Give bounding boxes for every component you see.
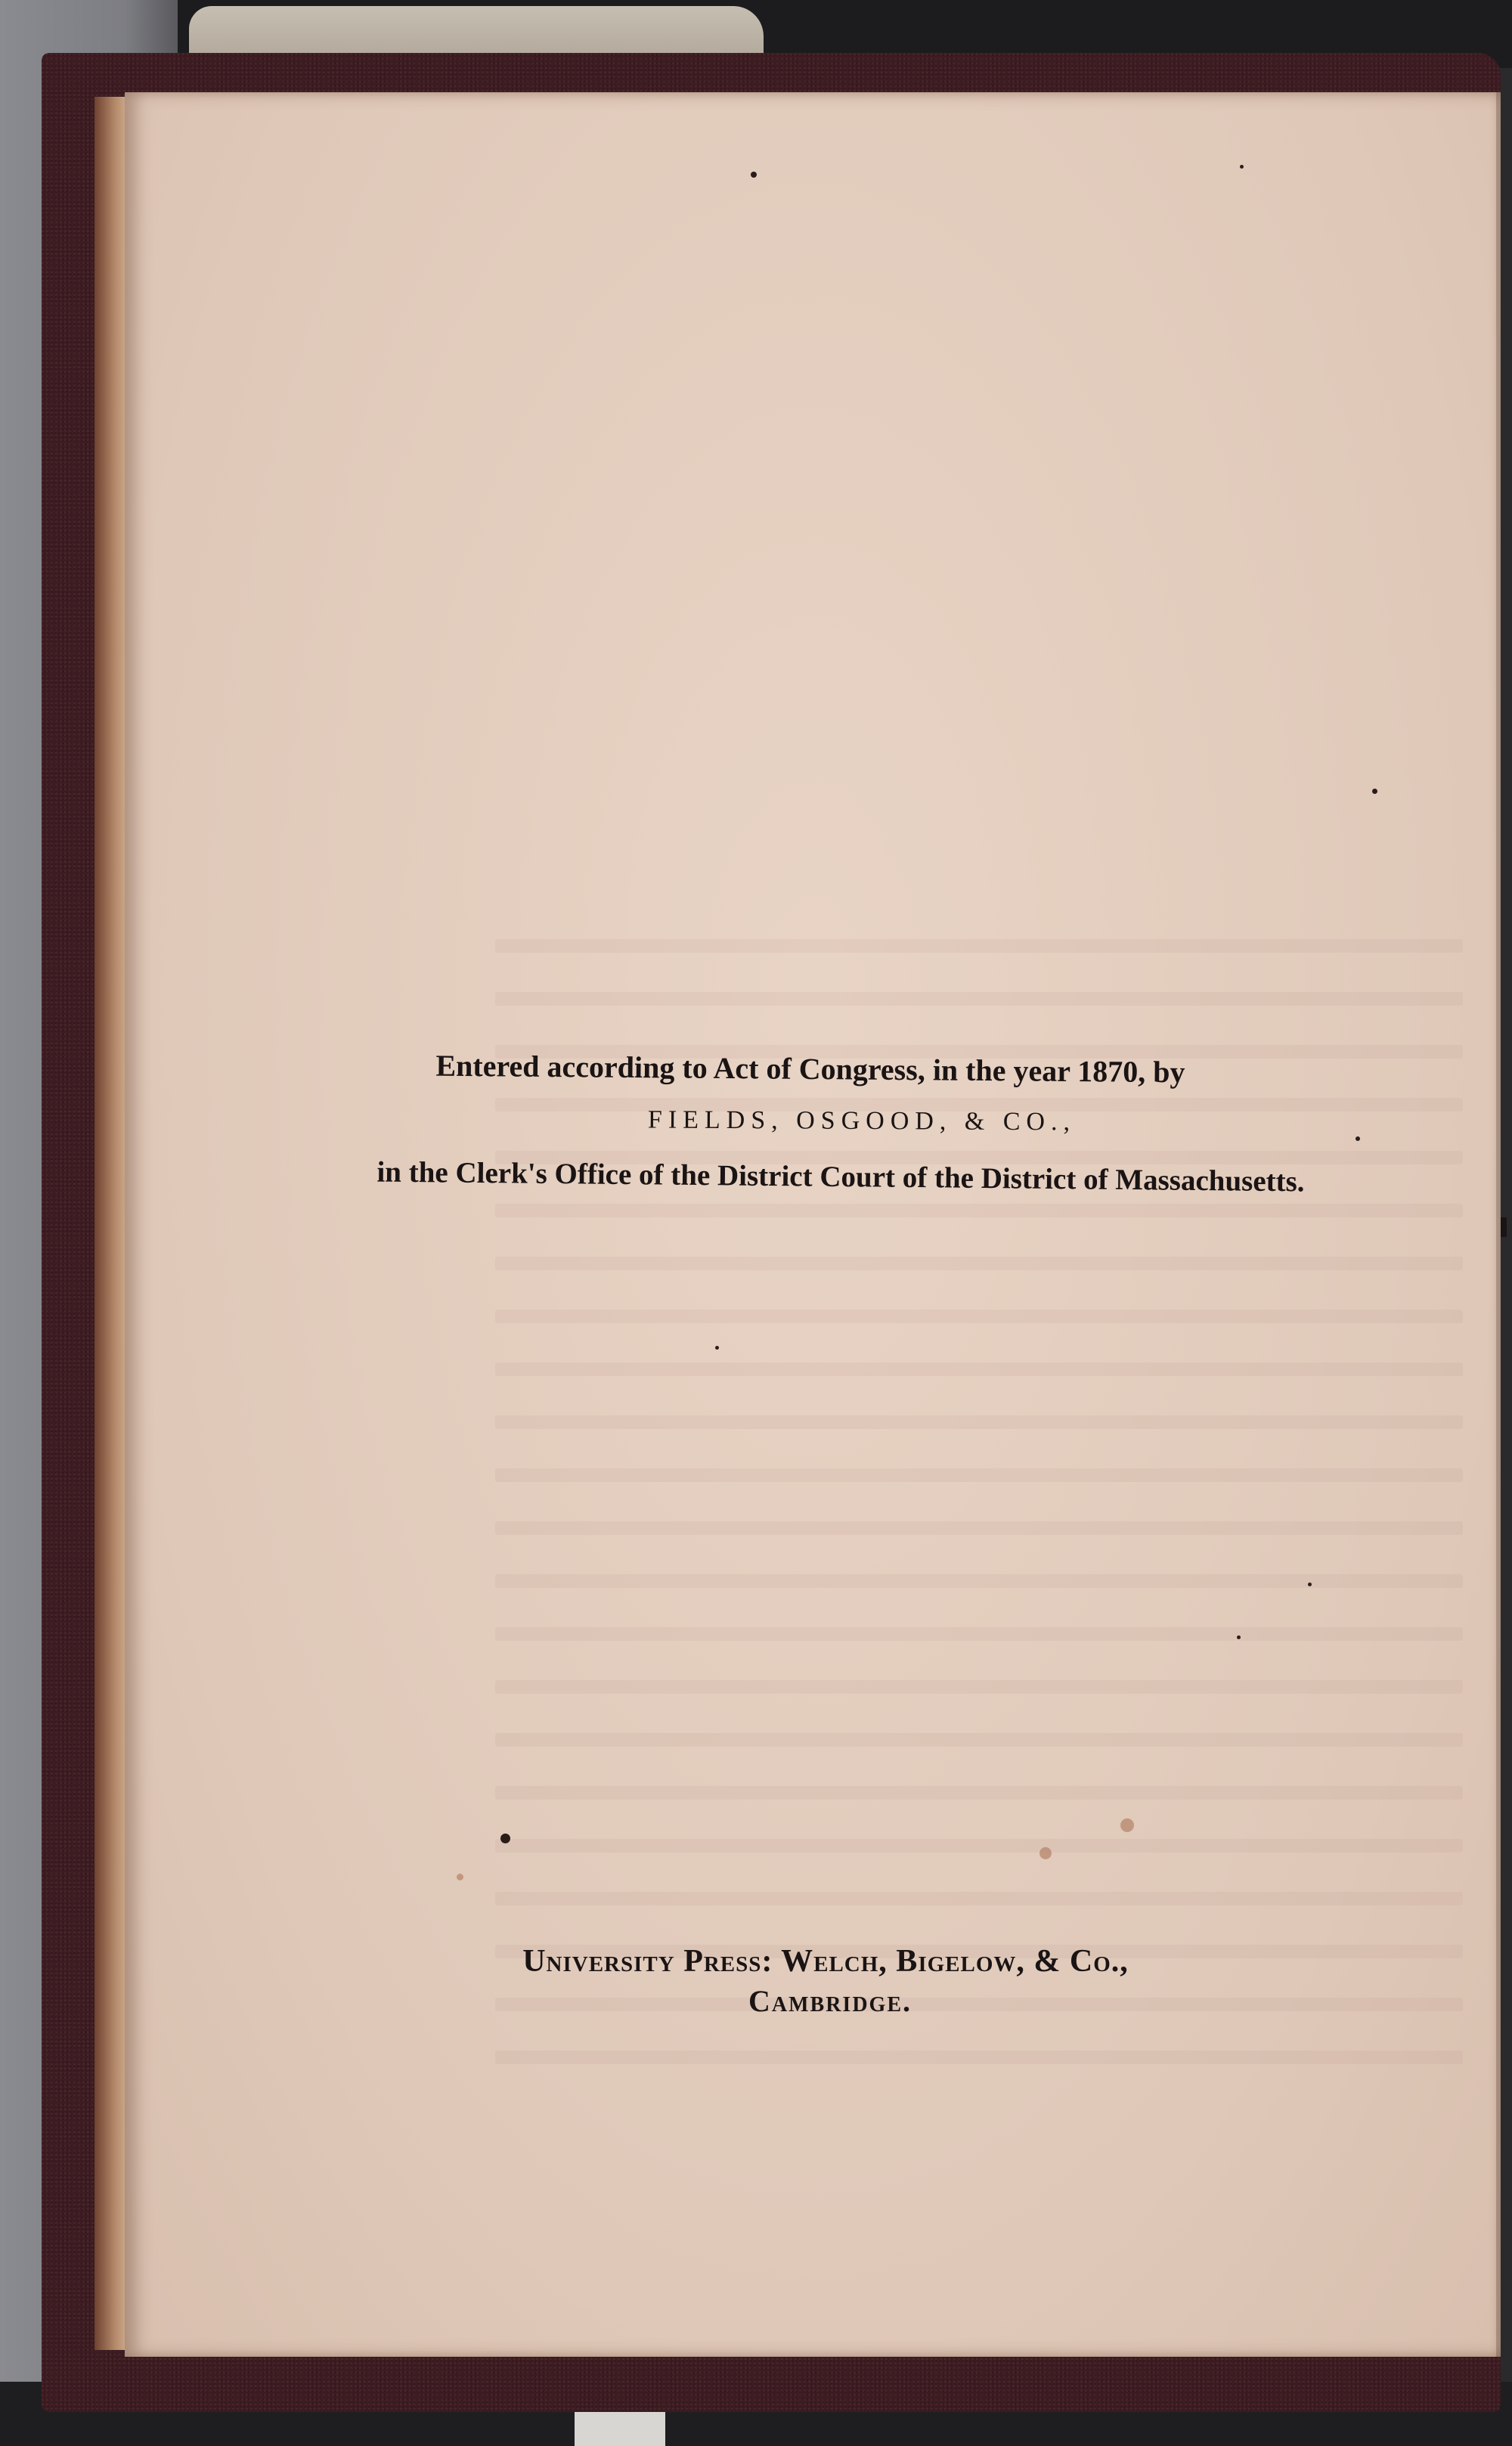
show-through-line	[495, 1786, 1463, 1800]
show-through-line	[495, 1363, 1463, 1376]
printer-city: Cambridge.	[748, 1984, 912, 2018]
ink-speck	[1308, 1583, 1312, 1586]
copyright-clerk-line: in the Clerk's Office of the District Court of the District of Massachusetts.	[376, 1155, 1305, 1198]
ink-speck	[500, 1834, 510, 1843]
ink-speck	[751, 172, 757, 178]
foxing-spot	[457, 1874, 463, 1880]
show-through-line	[495, 1204, 1463, 1217]
show-through-line	[495, 1892, 1463, 1905]
foxing-spot	[1120, 1818, 1134, 1832]
ink-speck	[1356, 1136, 1360, 1141]
show-through-line	[495, 1257, 1463, 1270]
ink-speck	[1237, 1635, 1241, 1639]
copyright-entered-line: Entered according to Act of Congress, in the year 1870, by	[435, 1048, 1185, 1090]
show-through-line	[495, 1415, 1463, 1429]
show-through-line	[495, 1310, 1463, 1323]
ink-speck	[715, 1346, 719, 1350]
printer-press-line: University Press: Welch, Bigelow, & Co.,	[522, 1944, 1129, 1979]
publisher-name: FIELDS, OSGOOD, & CO.,	[647, 1105, 1077, 1136]
show-through-line	[495, 1627, 1463, 1641]
show-through-line	[495, 1521, 1463, 1535]
show-through-line	[495, 1468, 1463, 1482]
show-through-line	[495, 1733, 1463, 1747]
show-through-line	[495, 1839, 1463, 1852]
show-through-line	[495, 1680, 1463, 1694]
ink-speck	[1240, 165, 1244, 169]
page-edge-mark	[1501, 1217, 1507, 1237]
foxing-spot	[1040, 1847, 1052, 1859]
show-through-line	[495, 2051, 1463, 2064]
ink-speck	[1372, 789, 1377, 794]
show-through-line	[495, 992, 1463, 1006]
show-through-line	[495, 939, 1463, 953]
show-through-line	[495, 1574, 1463, 1588]
show-through-text	[488, 591, 519, 687]
